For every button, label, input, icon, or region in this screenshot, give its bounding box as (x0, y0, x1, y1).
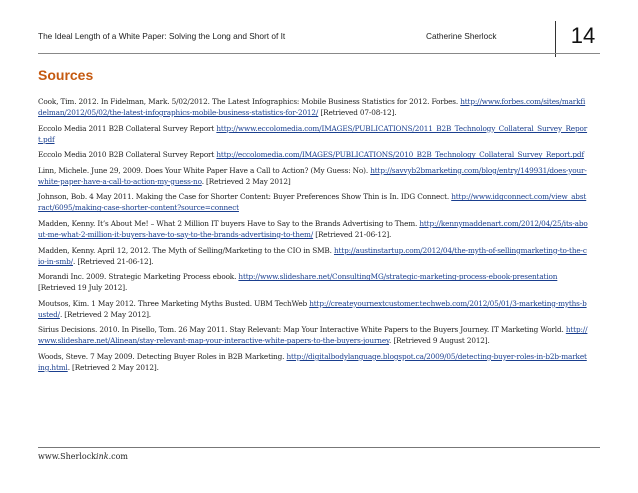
reference-link[interactable]: http://www.slideshare.net/ConsultingMG/strategic-marketing-process-ebook-presentation (238, 272, 558, 282)
reference-text: Moutsos, Kim. 1 May 2012. Three Marketing Myths Busted. UBM TechWeb (38, 298, 310, 308)
header-divider (555, 21, 556, 57)
document-title: The Ideal Length of a White Paper: Solving the Long and Short of It (38, 31, 286, 41)
document-author: Catherine Sherlock (426, 31, 497, 41)
reference-retrieved-note: . [Retrieved 21-06-12]. (73, 256, 154, 266)
reference-retrieved-note: [Retrieved 07-08-12]. (318, 108, 397, 117)
reference-link[interactable]: http://createyournextcustomer.techweb.com/2012/05/01/3-marketing-myths-busted/ (38, 298, 587, 319)
reference-retrieved-note: . [Retrieved 2 May 2012]. (67, 362, 159, 372)
reference-text: Johnson, Bob. 4 May 2011. Making the Case for Shorter Content: Buyer Preferences Show Thin is In. IDG Connect. (38, 192, 452, 202)
reference-text: Woods, Steve. 7 May 2009. Detecting Buyer Roles in B2B Marketing. (38, 351, 287, 361)
reference-entry (38, 96, 588, 118)
section-heading: Sources (38, 67, 94, 83)
header-rule (38, 53, 600, 54)
reference-entry (38, 149, 588, 160)
reference-link[interactable]: http://austinstartup.com/2012/04/the-myth-of-sellingmarketing-to-the-cio-in-smb/ (38, 245, 587, 266)
page-header (38, 25, 600, 53)
reference-entry (38, 245, 588, 267)
reference-retrieved-note: . [Retrieved 9 August 2012]. (389, 336, 490, 346)
reference-entry (38, 271, 588, 293)
reference-text: Madden, Kenny. April 12, 2012. The Myth of Selling/Marketing to the CIO in SMB. (38, 245, 334, 255)
reference-text: Sirius Decisions. 2010. In Pisello, Tom. 26 May 2011. Stay Relevant: Map Your Interactive White Papers to the Buyers Journey. IT Marketing World. (38, 325, 566, 335)
reference-link[interactable]: http://www.slideshare.net/Alinean/stay-relevant-map-your-interactive-white-papers-to-the-buyers-journey (38, 325, 588, 346)
page-number: 14 (570, 23, 596, 48)
reference-entry (38, 218, 588, 240)
footer-url-brand: ink (96, 452, 109, 461)
reference-link[interactable]: http://eccolomedia.com/IMAGES/PUBLICATIONS/2010_B2B_Technology_Collateral_Survey_Report.pdf (216, 150, 585, 160)
reference-text: Eccolo Media 2010 B2B Collateral Survey Report (38, 150, 217, 160)
reference-text: Morandi Inc. 2009. Strategic Marketing Process ebook. (38, 272, 239, 282)
reference-entry (38, 298, 588, 320)
reference-text: Eccolo Media 2011 B2B Collateral Survey Report (38, 123, 217, 133)
reference-entry (38, 351, 588, 373)
reference-retrieved-note: . [Retrieved 2 May 2012]. (59, 309, 151, 319)
footer-rule (38, 447, 600, 448)
reference-entry (38, 324, 588, 346)
reference-link[interactable]: http://digitalbodylanguage.blogspot.ca/2009/05/detecting-buyer-roles-in-b2b-marketing.html (38, 351, 587, 372)
reference-retrieved-note: . [Retrieved 2 May 2012] (201, 176, 291, 186)
reference-text: Madden, Kenny. It’s About Me! – What 2 Million IT buyers Have to Say to the Brands Advertising to Them. (38, 218, 420, 228)
reference-retrieved-note: [Retrieved 19 July 2012]. (38, 283, 128, 293)
footer-url-suffix: .com (108, 452, 129, 461)
reference-link[interactable]: http://www.eccolomedia.com/IMAGES/PUBLICATIONS/2011_B2B_Technology_Collateral_Survey_Report.pdf (38, 123, 588, 144)
reference-link[interactable]: http://www.idgconnect.com/view_abstract/6095/making-case-shorter-content?source=connect (38, 192, 587, 213)
reference-entry (38, 165, 588, 187)
footer-url-prefix: www.Sherlock (38, 452, 97, 461)
reference-list (38, 96, 588, 378)
reference-retrieved-note: [Retrieved 21-06-12]. (313, 229, 392, 239)
reference-link[interactable]: http://savvyb2bmarketing.com/blog/entry/149931/does-your-white-paper-have-a-call-to-action-my-guess-no (38, 165, 587, 186)
reference-link[interactable]: http://www.forbes.com/sites/markfidelman/2012/05/02/the-latest-infographics-mobile-business-statistics-for-2012/ (38, 97, 586, 117)
reference-link[interactable]: http://kennymaddenart.com/2012/04/25/its-about-me-what-2-million-it-buyers-have-to-say-to-the-brands-advertising-to-them/ (38, 218, 588, 239)
reference-text: Cook, Tim. 2012. In Fidelman, Mark. 5/02/2012. The Latest Infographics: Mobile Business Statistics for 2012. Forbes. (38, 97, 461, 106)
reference-text: Linn, Michele. June 29, 2009. Does Your White Paper Have a Call to Action? (My Guess: No). (38, 165, 371, 175)
reference-entry (38, 123, 588, 145)
reference-entry (38, 191, 588, 213)
page-footer (38, 452, 128, 461)
